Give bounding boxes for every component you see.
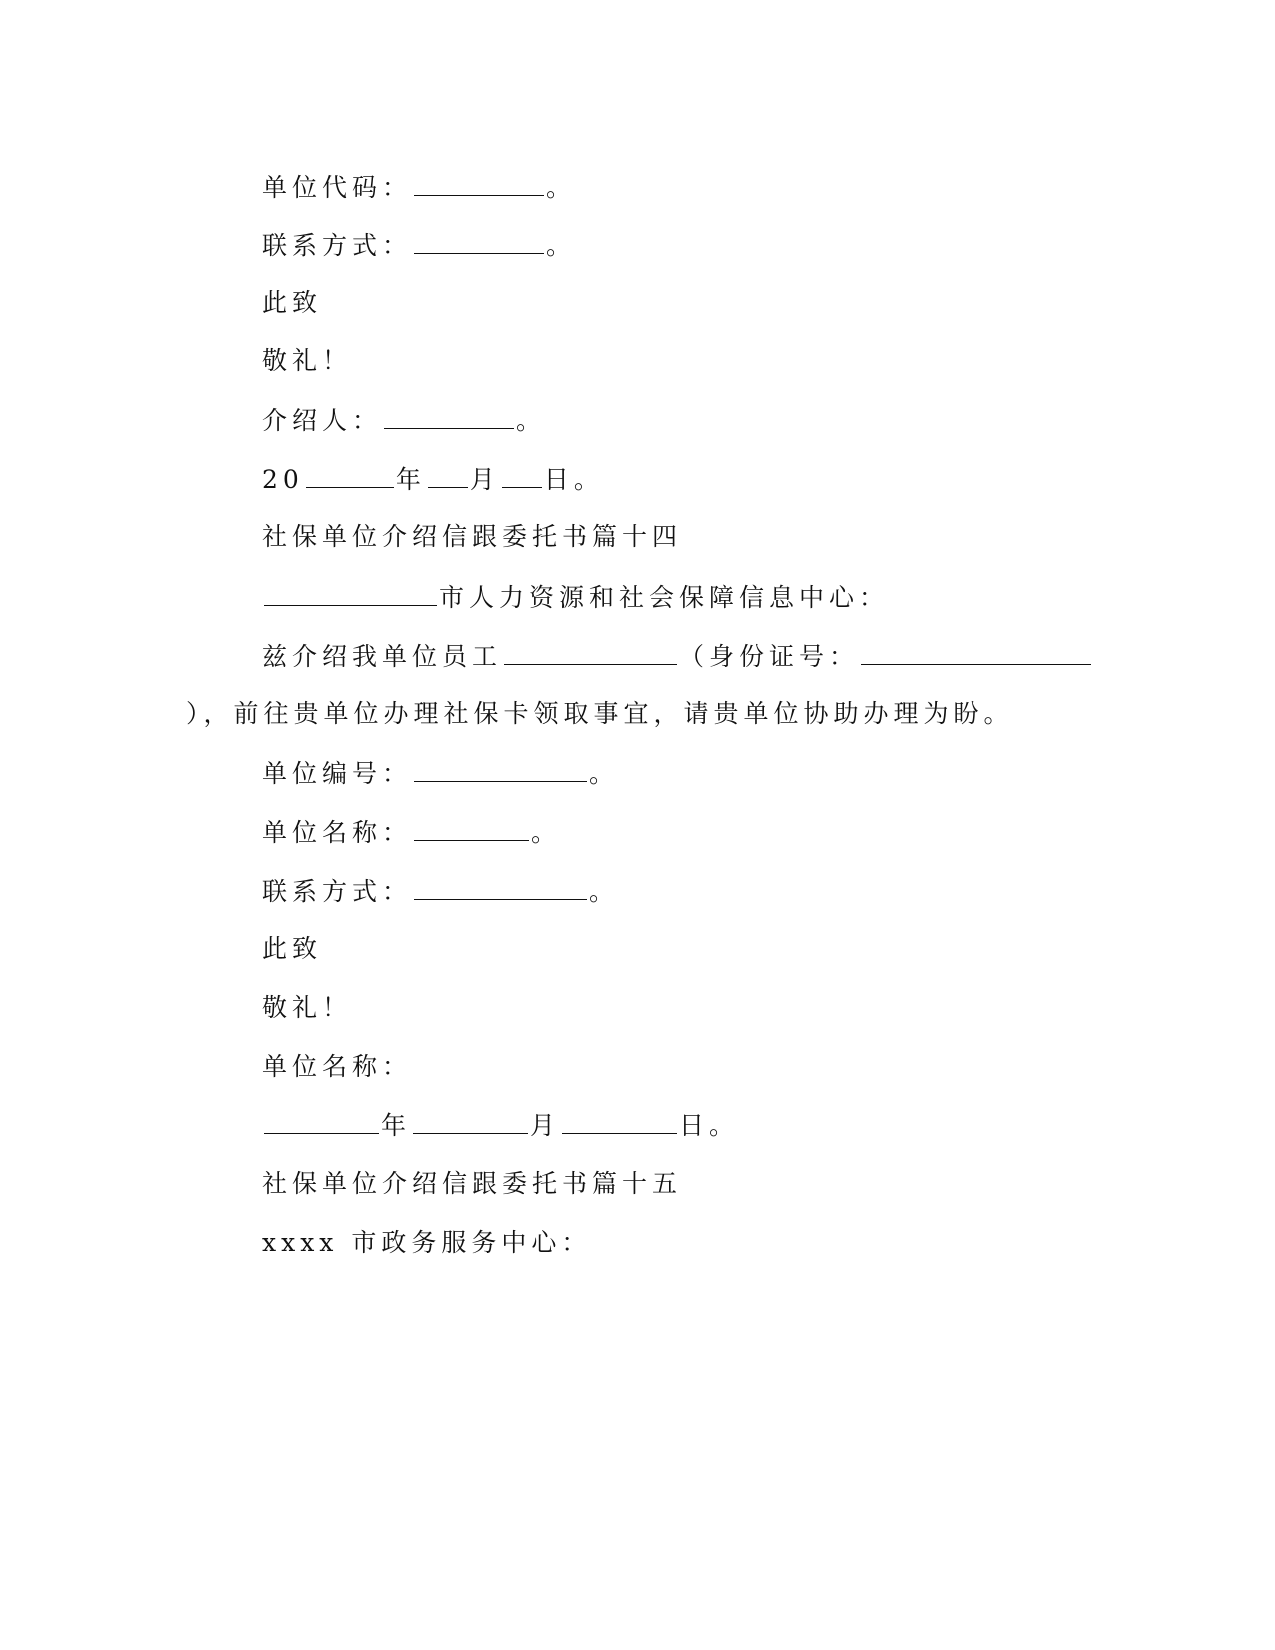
period: 。 — [589, 877, 620, 906]
day-blank — [502, 462, 542, 488]
section-heading-14-text: 社保单位介绍信跟委托书篇十四 — [262, 522, 683, 551]
unit-number-blank — [414, 756, 587, 782]
contact-line — [262, 228, 576, 263]
introducer-label: 介绍人： — [262, 406, 383, 435]
closing-jingli — [262, 344, 352, 378]
addressee-line-2 — [262, 1226, 591, 1260]
id-label: （身份证号： — [679, 642, 860, 671]
closing-cizhi-text: 此致 — [262, 288, 323, 317]
city-blank — [264, 580, 437, 606]
unit-number-label: 单位编号： — [262, 759, 413, 788]
period: 。 — [546, 173, 577, 202]
signature-unit-name-label: 单位名称： — [262, 1052, 413, 1081]
purpose-line — [186, 697, 1014, 731]
section-heading-15-text: 社保单位介绍信跟委托书篇十五 — [262, 1169, 683, 1198]
unit-code-blank — [414, 170, 544, 196]
date-line-2 — [262, 1108, 739, 1143]
section-heading-15 — [262, 1167, 682, 1201]
year-label-2: 年 — [381, 1111, 412, 1140]
period: 。 — [531, 818, 562, 847]
unit-name-line — [262, 815, 561, 850]
year-label: 年 — [395, 465, 426, 494]
purpose-text: ），前往贵单位办理社保卡领取事宜，请贵单位协助办理为盼。 — [186, 699, 1014, 728]
year-blank-2 — [264, 1108, 379, 1134]
month-blank-2 — [413, 1108, 528, 1134]
unit-code-label: 单位代码： — [262, 173, 413, 202]
contact-label: 联系方式： — [262, 231, 413, 260]
addressee-line — [262, 580, 889, 615]
unit-name-label: 单位名称： — [262, 818, 413, 847]
section-heading-14 — [262, 520, 682, 554]
introducer-blank — [384, 403, 514, 429]
period: 。 — [516, 406, 547, 435]
month-label-2: 月 — [530, 1111, 561, 1140]
employee-blank — [504, 639, 677, 665]
year-prefix: 20 — [262, 465, 304, 494]
year-blank — [306, 462, 394, 488]
period: 。 — [546, 231, 577, 260]
closing-jingli-text: 敬礼！ — [262, 346, 353, 375]
id-number-blank — [861, 639, 1091, 665]
intro-line — [262, 639, 1093, 674]
period: 。 — [589, 759, 620, 788]
month-label: 月 — [469, 465, 500, 494]
day-blank-2 — [562, 1108, 677, 1134]
unit-code-line — [262, 170, 576, 205]
contact-blank-2 — [414, 874, 587, 900]
contact-label-2: 联系方式： — [262, 877, 413, 906]
intro-text: 兹介绍我单位员工 — [262, 642, 503, 671]
month-blank — [428, 462, 468, 488]
addressee-text-2: xxxx 市政务服务中心： — [262, 1228, 592, 1257]
unit-number-line — [262, 756, 619, 791]
day-label-2: 日。 — [679, 1111, 740, 1140]
closing-jingli-2 — [262, 991, 352, 1025]
signature-unit-name — [262, 1050, 412, 1084]
closing-jingli-text-2: 敬礼！ — [262, 993, 353, 1022]
contact-blank — [414, 228, 544, 254]
closing-cizhi-text-2: 此致 — [262, 934, 323, 963]
day-label: 日。 — [543, 465, 604, 494]
unit-name-blank — [414, 815, 529, 841]
introducer-line — [262, 403, 546, 438]
contact-line-2 — [262, 874, 619, 909]
closing-cizhi-2 — [262, 932, 322, 966]
addressee-text: 市人力资源和社会保障信息中心： — [439, 583, 890, 612]
date-line — [262, 462, 604, 497]
closing-cizhi — [262, 286, 322, 320]
